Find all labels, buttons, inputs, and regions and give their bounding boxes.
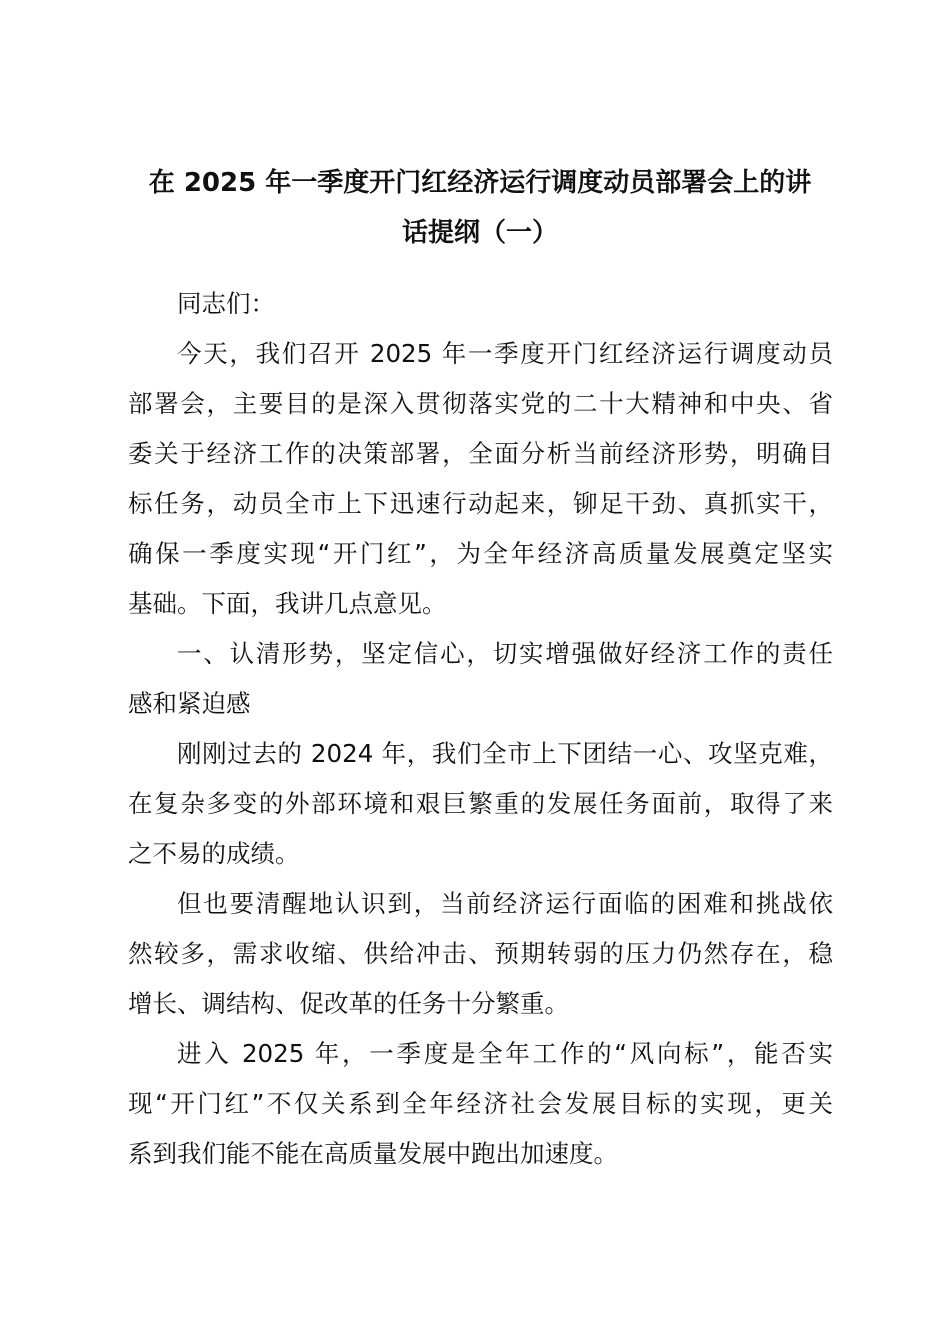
- opening-paragraph: [128, 329, 833, 629]
- paragraph-line: 刚刚过去的 2024 年，我们全市上下团结一心、攻坚克难，: [177, 739, 833, 768]
- title-line-1: 在 2025 年一季度开门红经济运行调度动员部署会上的讲: [148, 168, 812, 198]
- title-line-2: 话提纲（一）: [401, 218, 558, 248]
- paragraph-line: 然较多，需求收缩、供给冲击、预期转弱的压力仍然存在，稳: [128, 939, 833, 968]
- paragraph-line: 部署会，主要目的是深入贯彻落实党的二十大精神和中央、省: [128, 389, 833, 418]
- paragraph-line: 同志们：: [177, 289, 275, 318]
- paragraph-line: 今天，我们召开 2025 年一季度开门红经济运行调度动员: [177, 339, 833, 368]
- salutation-paragraph: [128, 279, 833, 329]
- paragraph-line: 委关于经济工作的决策部署，全面分析当前经济形势，明确目: [128, 439, 833, 468]
- paragraph-2024-review: [128, 729, 833, 879]
- document-title: [100, 158, 860, 258]
- heading-line: 感和紧迫感: [128, 689, 251, 718]
- paragraph-line: 增长、调结构、促改革的任务十分繁重。: [128, 989, 569, 1018]
- paragraph-line: 但也要清醒地认识到，当前经济运行面临的困难和挑战依: [177, 889, 833, 918]
- paragraph-line: 系到我们能不能在高质量发展中跑出加速度。: [128, 1139, 618, 1168]
- paragraph-challenges: [128, 879, 833, 1029]
- paragraph-line: 基础。下面，我讲几点意见。: [128, 589, 447, 618]
- paragraph-line: 在复杂多变的外部环境和艰巨繁重的发展任务面前，取得了来: [128, 789, 833, 818]
- section-heading-1: [128, 629, 833, 729]
- paragraph-line: 确保一季度实现“开门红”，为全年经济高质量发展奠定坚实: [128, 539, 833, 568]
- paragraph-line: 进入 2025 年，一季度是全年工作的“风向标”，能否实: [177, 1039, 833, 1068]
- paragraph-line: 现“开门红”不仅关系到全年经济社会发展目标的实现，更关: [128, 1089, 833, 1118]
- heading-line: 一、认清形势，坚定信心，切实增强做好经济工作的责任: [177, 639, 833, 668]
- paragraph-2025-outlook: [128, 1029, 833, 1179]
- paragraph-line: 标任务，动员全市上下迅速行动起来，铆足干劲、真抓实干，: [128, 489, 833, 518]
- paragraph-line: 之不易的成绩。: [128, 839, 300, 868]
